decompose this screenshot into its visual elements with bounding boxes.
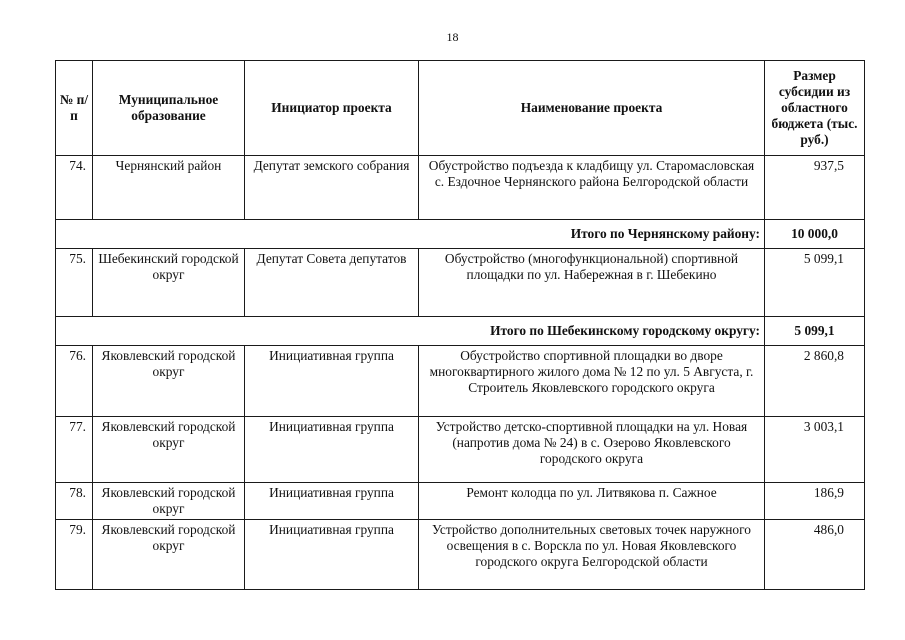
- row-initiator: Депутат земского собрания: [245, 156, 419, 220]
- row-initiator: Инициативная группа: [245, 483, 419, 520]
- total-sum: 10 000,0: [765, 220, 865, 249]
- row-initiator: Инициативная группа: [245, 346, 419, 417]
- row-sum: 186,9: [765, 483, 865, 520]
- row-sum: 5 099,1: [765, 249, 865, 317]
- row-num: 78.: [56, 483, 93, 520]
- row-num: 75.: [56, 249, 93, 317]
- table-row: [56, 483, 865, 520]
- header-municipality: Муниципальное образование: [93, 61, 245, 156]
- row-sum: 937,5: [765, 156, 865, 220]
- row-sum: 2 860,8: [765, 346, 865, 417]
- row-sum: 486,0: [765, 520, 865, 590]
- row-project: Устройство дополнительных световых точек наружного освещения в с. Ворскла по ул. Новая Яковлевского городского округа Белгородской области: [419, 520, 765, 590]
- row-project: Обустройство спортивной площадки во дворе многоквартирного жилого дома № 12 по ул. 5 Августа, г. Строитель Яковлевского городского округа: [419, 346, 765, 417]
- row-project: Ремонт колодца по ул. Литвякова п. Сажное: [419, 483, 765, 520]
- table-header-row: [56, 61, 865, 156]
- table-row: [56, 417, 865, 483]
- header-project: Наименование проекта: [419, 61, 765, 156]
- row-initiator: Инициативная группа: [245, 520, 419, 590]
- table-row: [56, 346, 865, 417]
- total-row: [56, 220, 865, 249]
- row-num: 74.: [56, 156, 93, 220]
- header-num: № п/п: [56, 61, 93, 156]
- table-row: [56, 520, 865, 590]
- page-number: 18: [446, 30, 459, 44]
- row-municipality: Яковлевский городской округ: [93, 483, 245, 520]
- row-municipality: Яковлевский городской округ: [93, 417, 245, 483]
- row-num: 77.: [56, 417, 93, 483]
- row-num: 76.: [56, 346, 93, 417]
- total-row: [56, 317, 865, 346]
- row-project: Устройство детско-спортивной площадки на ул. Новая (напротив дома № 24) в с. Озерово Яковлевского городского округа: [419, 417, 765, 483]
- row-project: Обустройство подъезда к кладбищу ул. Старомасловская с. Ездочное Чернянского района Белгородской области: [419, 156, 765, 220]
- table-row: [56, 249, 865, 317]
- row-num: 79.: [56, 520, 93, 590]
- total-label: Итого по Шебекинскому городскому округу:: [56, 317, 765, 346]
- row-initiator: Инициативная группа: [245, 417, 419, 483]
- total-sum: 5 099,1: [765, 317, 865, 346]
- row-municipality: Яковлевский городской округ: [93, 346, 245, 417]
- total-label: Итого по Чернянскому району:: [56, 220, 765, 249]
- subsidy-table: [55, 60, 865, 590]
- table-row: [56, 156, 865, 220]
- row-municipality: Яковлевский городской округ: [93, 520, 245, 590]
- row-municipality: Чернянский район: [93, 156, 245, 220]
- row-project: Обустройство (многофункциональной) спортивной площадки по ул. Набережная в г. Шебекино: [419, 249, 765, 317]
- row-initiator: Депутат Совета депутатов: [245, 249, 419, 317]
- row-sum: 3 003,1: [765, 417, 865, 483]
- row-municipality: Шебекинский городской округ: [93, 249, 245, 317]
- header-subsidy: Размер субсидии из областного бюджета (тыс. руб.): [765, 61, 865, 156]
- header-initiator: Инициатор проекта: [245, 61, 419, 156]
